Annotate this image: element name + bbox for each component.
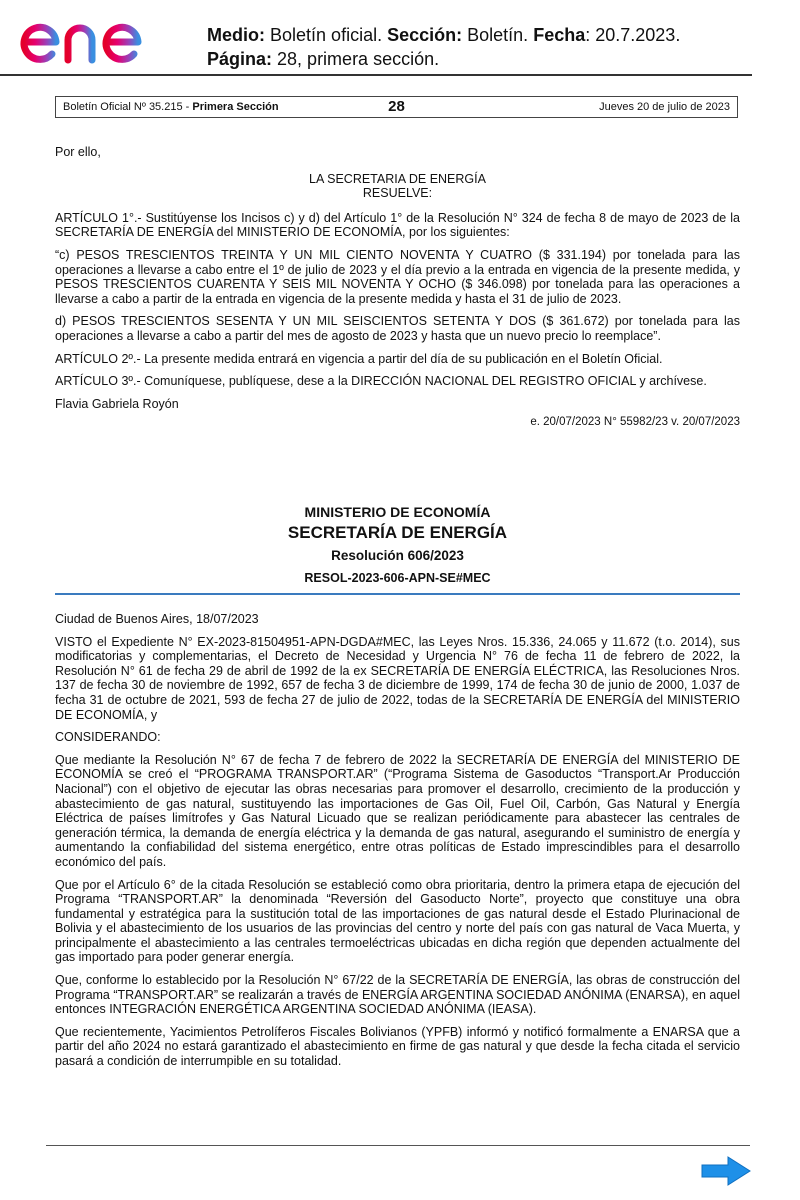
seccion-value: Boletín.: [467, 25, 529, 45]
inciso-c: “c) PESOS TRESCIENTOS TREINTA Y UN MIL CIENTO NOVENTA Y CUATRO ($ 331.194) por tonelada para las operaciones a llevarse a cabo entre el 1º de julio de 2023 y el día previo a la entrada en vigencia de la presente medida, y PESOS TRESCIENTOS CUARENTA Y SEIS MIL NOVENTA Y OCHO ($ 346.098) por tonelada para las operaciones a llevarse a cabo a partir de la entrada en vigencia de la presente medida y hasta el 31 de julio de 2023.: [55, 247, 740, 306]
medio-label: Medio:: [207, 25, 265, 45]
enel-logo: [16, 4, 182, 68]
resuelve-heading: RESUELVE:: [362, 186, 433, 201]
article-1: ARTÍCULO 1°.- Sustitúyense los Incisos c) y d) del Artículo 1° de la Resolución N° 324 de fecha 8 de mayo de 2023 de la SECRETARÍA DE ENERGÍA del MINISTERIO DE ECONOMÍA, por los siguientes:: [55, 210, 740, 240]
bulletin-section: Primera Sección: [192, 101, 279, 113]
signature: Flavia Gabriela Royón: [55, 396, 179, 411]
pagina-label: Página:: [207, 49, 273, 69]
article-3: ARTÍCULO 3º.- Comuníquese, publíquese, dese a la DIRECCIÓN NACIONAL DEL REGISTRO OFICIAL y archívese.: [55, 374, 707, 389]
bulletin-header-bar: [55, 96, 738, 118]
ministry-title: MINISTERIO DE ECONOMÍA: [304, 504, 491, 520]
footer-divider: [46, 1145, 750, 1146]
bulletin-edition-number: Boletín Oficial Nº 35.215 -: [63, 101, 193, 113]
place-date: Ciudad de Buenos Aires, 18/07/2023: [55, 612, 259, 626]
por-ello: Por ello,: [55, 145, 101, 159]
publication-note: e. 20/07/2023 N° 55982/23 v. 20/07/2023: [530, 416, 740, 429]
resolution-code: RESOL-2023-606-APN-SE#MEC: [304, 571, 491, 585]
inciso-d: d) PESOS TRESCIENTOS SESENTA Y UN MIL SEISCIENTOS SETENTA Y DOS ($ 361.672) por tonelada para las operaciones a llevarse a cabo a partir del mes de agosto de 2023 y hasta que un nuevo precio lo reemplace”.: [55, 314, 740, 343]
considerando-1: Que mediante la Resolución N° 67 de fecha 7 de febrero de 2022 la SECRETARÍA DE ENERGÍA del MINISTERIO DE ECONOMÍA se creó el “PROGRAMA TRANSPORT.AR” (“Programa Sistema de Gasoductos “Transport.Ar Producción Nacional”) con el objetivo de ejecutar las obras necesarias para promover el desarrollo, crecimiento de la producción y abastecimiento de gas natural, sustituyendo las importaciones de Gas Oil, Fuel Oil, Carbón, Gas Natural y Energía Eléctrica de países limítrofes y Gas Natural Licuado que se realizan periódicamente para abastecer las centrales de generación térmica, la demanda de energía eléctrica y la demanda de gas natural, asegurando el suministro de energía y aumentando la confiabilidad del sistema energético, entre otras políticas de Estado imprescindibles para el desarrollo económico del país.: [55, 752, 740, 869]
clipping-info: [207, 23, 680, 71]
resolution-number: Resolución 606/2023: [331, 548, 464, 563]
resolution-end-block: [55, 145, 740, 430]
considerando-4: Que recientemente, Yacimientos Petrolíferos Fiscales Bolivianos (YPFB) informó y notificó formalmente a ENARSA que a partir del año 2024 no estará garantizado el abastecimiento en firme de gas natural y que desde la fecha citada el servicio pasará a condición de interrumpible en su totalidad.: [55, 1024, 740, 1069]
resolution-heading: [55, 503, 740, 589]
article-2: ARTÍCULO 2º.- La presente medida entrará en vigencia a partir del día de su publicación en el Boletín Oficial.: [55, 351, 663, 366]
considerando-3: Que, conforme lo establecido por la Resolución N° 67/22 de la SECRETARÍA DE ENERGÍA, las obras de construcción del Programa “TRANSPORT.AR” se realizarán a través de ENERGÍA ARGENTINA SOCIEDAD ANÓNIMA (ENARSA), en aquel entonces INTEGRACIÓN ENERGÉTICA ARGENTINA SOCIEDAD ANÓNIMA (IEASA).: [55, 973, 740, 1017]
considerando-heading: CONSIDERANDO:: [55, 730, 161, 745]
header-divider: [0, 74, 752, 76]
seccion-label: Sección:: [387, 25, 463, 45]
clipping-line-2: [207, 47, 680, 71]
fecha-label: Fecha: [533, 25, 586, 45]
authority-heading: LA SECRETARIA DE ENERGÍA: [309, 171, 486, 186]
clipping-line-1: [207, 23, 680, 47]
pagina-value: 28, primera sección.: [277, 49, 440, 69]
considerando-2: Que por el Artículo 6° de la citada Resolución se estableció como obra prioritaria, dentro la primera etapa de ejecución del Programa “TRANSPORT.AR” la denominada “Reversión del Gasoducto Norte”, proyecto que constituye una obra fundamental y estratégica para la sustitución total de las importaciones de gas natural desde el Estado Plurinacional de Bolivia y el abastecimiento de los usuarios de las provincias del centro y norte del país con gas natural de Vaca Muerta, y principalmente el abastecimiento a las centrales termoeléctricas ubicadas en dicha región que dependen actualmente del gas importado para poder generar energía.: [55, 877, 740, 965]
medio-value: Boletín oficial.: [270, 25, 383, 45]
next-page-arrow-icon[interactable]: [700, 1155, 752, 1187]
bulletin-date: Jueves 20 de julio de 2023: [599, 101, 730, 113]
resolution-body: [55, 612, 740, 1069]
page-number: 28: [388, 98, 405, 115]
section-divider: [55, 593, 740, 595]
visto-paragraph: VISTO el Expediente N° EX-2023-81504951-APN-DGDA#MEC, las Leyes Nros. 15.336, 24.065 y 11.672 (t.o. 2014), sus modificatorias y complementarias, el Decreto de Necesidad y Urgencia N° 76 de fecha 11 de febrero de 2022, la Resolución N° 61 de fecha 29 de abril de 1992 de la ex SECRETARÍA DE ENERGÍA ELÉCTRICA, las Resoluciones Nros. 137 de fecha 30 de noviembre de 1992, 657 de fecha 3 de diciembre de 1999, 174 de fecha 30 de junio de 2000, 1.037 de fecha 31 de octubre de 2021, 593 de fecha 27 de julio de 2022, todas de la SECRETARÍA DE ENERGÍA del MINISTERIO DE ECONOMÍA, y: [55, 634, 740, 722]
fecha-value: : 20.7.2023.: [585, 25, 681, 45]
secretariat-title: SECRETARÍA DE ENERGÍA: [287, 523, 508, 542]
